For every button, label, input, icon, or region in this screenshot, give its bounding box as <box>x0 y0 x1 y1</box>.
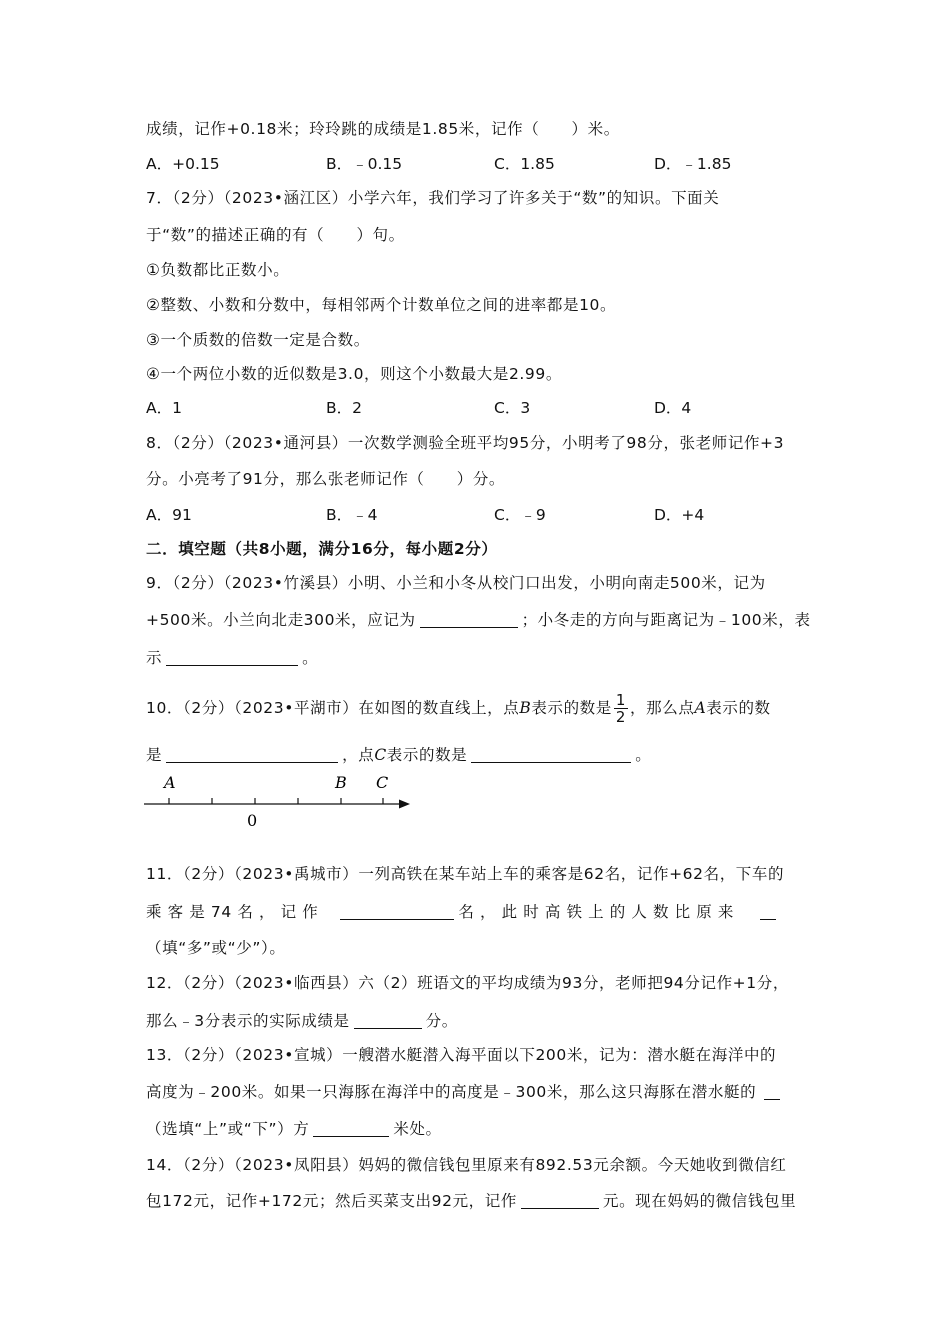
number-line-figure <box>140 770 420 832</box>
q10-fraction-numerator: 1 <box>615 691 627 709</box>
q8-option-b: B．﹣4 <box>326 506 378 524</box>
q8-option-d: D．+4 <box>654 506 705 524</box>
q13-line3-text-a: （选填“上”或“下”）方 <box>146 1120 310 1138</box>
q7-option-b: B．2 <box>326 399 362 417</box>
q10-line2-text-d: 。 <box>635 746 652 764</box>
q10-blank-2[interactable] <box>471 746 631 763</box>
q7-option-c: C．3 <box>494 399 531 417</box>
q12-line2-text-b: 分。 <box>425 1012 458 1030</box>
q7-statement-1: ①负数都比正数小。 <box>146 261 290 279</box>
q9-line1: 9．（2分）（2023•竹溪县）小明、小兰和小冬从校门口出发，小明向南走500米，记为 <box>146 574 766 592</box>
q8-option-c: C．﹣9 <box>494 506 546 524</box>
q9-line2 <box>146 610 811 630</box>
q10-fraction-denominator: 2 <box>615 708 627 726</box>
q11-line2-text-a: 乘 客 是 74 名 ， 记 作 <box>146 903 319 921</box>
q10-blank-1[interactable] <box>166 746 338 763</box>
q10-line2-text-a: 是 <box>146 746 163 764</box>
q12-blank-1[interactable] <box>354 1012 422 1029</box>
q13-line1: 13．（2分）（2023•宣城）一艘潜水艇潜入海平面以下200米，记为：潜水艇在海洋中的 <box>146 1046 777 1064</box>
label-zero: 0 <box>247 811 258 830</box>
q7-line1: 7．（2分）（2023•涵江区）小学六年，我们学习了许多关于“数”的知识。下面关 <box>146 189 720 207</box>
q8-line2: 分。小亮考了91分，那么张老师记作（ ）分。 <box>146 470 506 488</box>
q11-blank-2[interactable] <box>760 903 776 920</box>
q13-blank-2[interactable] <box>313 1120 389 1137</box>
q7-line2: 于“数”的描述正确的有（ ）句。 <box>146 226 405 244</box>
q10-var-a: A <box>694 699 707 717</box>
q10-line2-text-c: 表示的数是 <box>386 746 468 764</box>
q6-option-d: D．﹣1.85 <box>654 155 732 173</box>
q12-line1: 12．（2分）（2023•临西县）六（2）班语文的平均成绩为93分，老师把94分记作+1分， <box>146 974 789 992</box>
label-c: C <box>376 773 389 792</box>
q9-blank-1[interactable] <box>420 611 518 628</box>
q12-line2-text-a: 那么﹣3分表示的实际成绩是 <box>146 1012 350 1030</box>
q10-line1-text-b: 表示的数是 <box>531 699 612 717</box>
q10-line2-text-b: ，点 <box>342 746 375 764</box>
label-b: B <box>335 773 347 792</box>
q10-line1-text-a: 10．（2分）（2023•平湖市）在如图的数直线上，点 <box>146 699 520 717</box>
number-line-arrow <box>399 800 410 809</box>
q7-option-d: D．4 <box>654 399 692 417</box>
q10-var-b: B <box>519 699 532 717</box>
q9-blank-2[interactable] <box>166 649 298 666</box>
q7-statement-2: ②整数、小数和分数中，每相邻两个计数单位之间的进率都是10。 <box>146 296 617 314</box>
q8-line1: 8．（2分）（2023•通河县）一次数学测验全班平均95分，小明考了98分，张老师记作+3 <box>146 434 785 452</box>
q13-line2 <box>146 1082 784 1102</box>
q7-statement-4: ④一个两位小数的近似数是3.0，则这个小数最大是2.99。 <box>146 365 562 383</box>
q11-blank-1[interactable] <box>340 903 454 920</box>
q13-blank-1[interactable] <box>764 1083 780 1100</box>
q13-line2-text: 高度为﹣200米。如果一只海豚在海洋中的高度是﹣300米，那么这只海豚在潜水艇的 <box>146 1083 757 1101</box>
q10-fraction <box>614 692 628 725</box>
q10-line1 <box>146 692 771 725</box>
q14-blank-1[interactable] <box>521 1192 599 1209</box>
q14-line2-text-a: 包172元，记作+172元；然后买菜支出92元，记作 <box>146 1192 517 1210</box>
q13-line3-text-b: 米处。 <box>393 1120 442 1138</box>
q9-line2-text-b: ；小冬走的方向与距离记为﹣100米，表 <box>521 611 811 629</box>
q14-line2-text-b: 元。现在妈妈的微信钱包里 <box>602 1192 797 1210</box>
q12-line2 <box>146 1011 458 1031</box>
section-2-heading: 二．填空题（共8小题，满分16分，每小题2分） <box>146 540 498 558</box>
q14-line2 <box>146 1191 796 1211</box>
q8-option-a: A．91 <box>146 506 192 524</box>
q10-line1-text-c: ，那么点 <box>630 699 695 717</box>
q10-var-c: C <box>374 746 387 764</box>
q7-option-a: A．1 <box>146 399 182 417</box>
q11-line2 <box>146 902 780 922</box>
label-a: A <box>164 773 176 792</box>
q14-line1: 14．（2分）（2023•凤阳县）妈妈的微信钱包里原来有892.53元余额。今天她收到微信红 <box>146 1156 787 1174</box>
q11-line3: （填“多”或“少”）。 <box>146 939 286 957</box>
q9-line3-text-a: 示 <box>146 649 163 667</box>
q6-option-a: A．+0.15 <box>146 155 220 173</box>
q7-statement-3: ③一个质数的倍数一定是合数。 <box>146 331 370 349</box>
q13-line3 <box>146 1119 442 1139</box>
q11-line1: 11．（2分）（2023•禹城市）一列高铁在某车站上车的乘客是62名，记作+62名，下车的 <box>146 865 785 883</box>
q6-option-b: B．﹣0.15 <box>326 155 403 173</box>
q9-line3 <box>146 648 318 668</box>
q10-line2 <box>146 745 651 765</box>
q9-line3-text-b: 。 <box>302 649 319 667</box>
q10-line1-text-d: 表示的数 <box>706 699 771 717</box>
q9-line2-text-a: +500米。小兰向北走300米，应记为 <box>146 611 416 629</box>
q6-option-c: C．1.85 <box>494 155 555 173</box>
q11-line2-text-b: 名 ， 此 时 高 铁 上 的 人 数 比 原 来 <box>458 903 734 921</box>
q6-line1: 成绩，记作+0.18米；玲玲跳的成绩是1.85米，记作（ ）米。 <box>146 120 620 138</box>
